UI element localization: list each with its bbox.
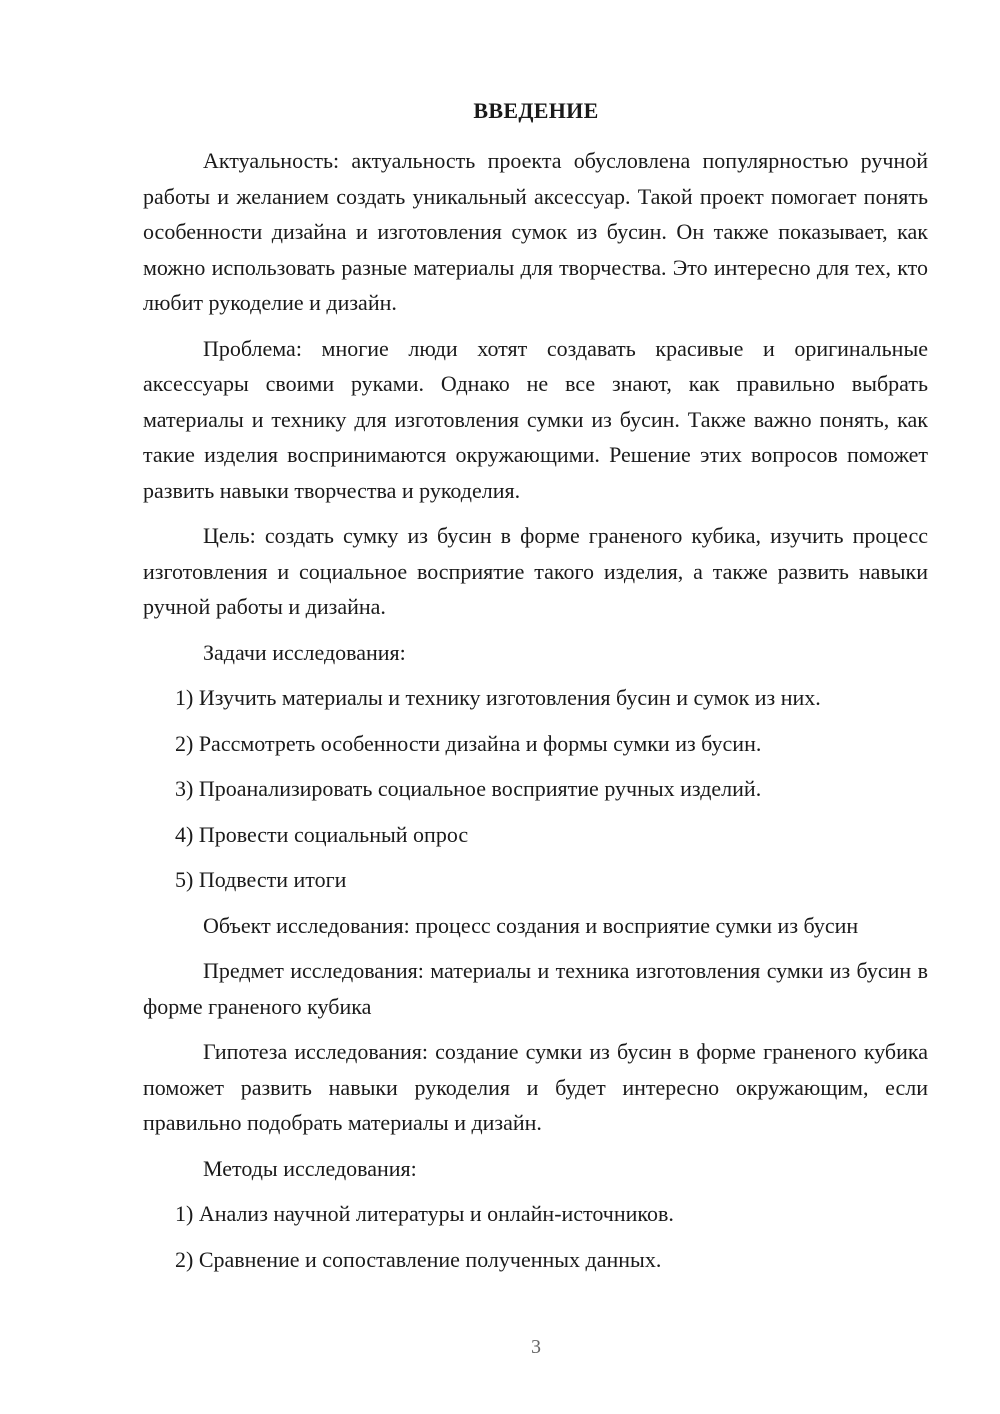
tasks-heading: Задачи исследования: (203, 639, 406, 665)
task-item-4: 4) Провести социальный опрос (175, 821, 469, 847)
problem-paragraph: Проблема: многие люди хотят создавать красивые и оригинальные аксессуары своими руками. Однако не все знают, как правильно выбрать материалы и технику для изготовления сумки из бусин. Также важно понять, как такие изделия воспринимаются окружающими. Решение этих вопросов поможет развить навыки творчества и рукоделия. (143, 335, 928, 503)
task-item-5: 5) Подвести итоги (175, 867, 347, 892)
subject-paragraph: Предмет исследования: материалы и техника изготовления сумки из бусин в форме граненого кубика (143, 958, 928, 1019)
hypothesis-paragraph: Гипотеза исследования: создание сумки из бусин в форме граненого кубика поможет развить навыки рукоделия и будет интересно окружающим, если правильно подобрать материалы и дизайн. (143, 1039, 928, 1135)
object-paragraph: Объект исследования: процесс создания и восприятие сумки из бусин (203, 912, 859, 938)
document-body (143, 143, 928, 1287)
methods-list (143, 1196, 928, 1277)
task-item-2: 2) Рассмотреть особенности дизайна и формы сумки из бусин. (175, 730, 762, 756)
page-number: 3 (531, 1336, 541, 1358)
section-title: ВВЕДЕНИЕ (473, 98, 599, 123)
task-item-3: 3) Проанализировать социальное восприятие ручных изделий. (175, 776, 762, 801)
methods-heading: Методы исследования: (203, 1155, 417, 1181)
method-item-2: 2) Сравнение и сопоставление полученных данных. (175, 1246, 662, 1272)
tasks-list (143, 680, 928, 898)
goal-paragraph: Цель: создать сумку из бусин в форме граненого кубика, изучить процесс изготовления и социальное восприятие такого изделия, а также развить навыки ручной работы и дизайна. (143, 523, 928, 619)
relevance-paragraph: Актуальность: актуальность проекта обусловлена популярностью ручной работы и желанием создать уникальный аксессуар. Такой проект помогает понять особенности дизайна и изготовления сумок из бусин. Он также показывает, как можно использовать разные материалы для творчества. Это интересно для тех, кто любит рукоделие и дизайн. (143, 148, 928, 315)
method-item-1: 1) Анализ научной литературы и онлайн-источников. (175, 1201, 674, 1226)
task-item-1: 1) Изучить материалы и технику изготовления бусин и сумок из них. (175, 685, 821, 710)
